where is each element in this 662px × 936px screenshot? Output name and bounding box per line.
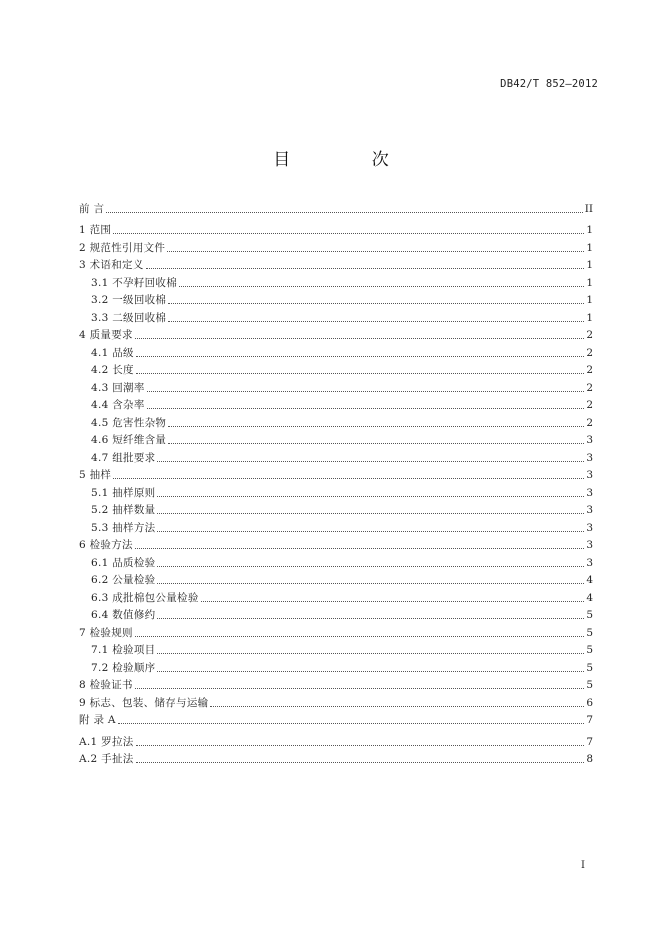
toc-entry[interactable] [79,465,593,483]
toc-entry-label: 4.6 短纤维含量 [91,434,167,446]
toc-dot-leader [179,286,584,287]
toc-dot-leader [157,583,584,584]
page-number: I [581,860,585,871]
toc-entry[interactable] [79,237,593,255]
toc-entry-page: 1 [586,311,593,324]
toc-entry[interactable] [79,482,593,500]
toc-entry[interactable] [79,692,593,710]
toc-dot-leader [157,461,584,462]
toc-dot-leader [157,566,584,567]
toc-entry-label: 附 录 A [79,714,116,726]
toc-dot-leader [157,671,584,672]
toc-entry[interactable] [79,605,593,623]
toc-entry[interactable] [79,517,593,535]
toc-entry[interactable] [79,500,593,518]
toc-entry[interactable] [79,412,593,430]
toc-entry[interactable] [79,377,593,395]
toc-entry[interactable] [79,731,593,749]
toc-dot-leader [113,478,584,479]
toc-entry-label: 6.4 数值修约 [91,609,156,621]
toc-entry-label: 4 质量要求 [79,329,133,341]
toc-entry-label: 4.7 组批要求 [91,451,156,464]
toc-dot-leader [136,762,585,763]
toc-entry[interactable] [79,657,593,675]
toc-dot-leader [157,496,584,497]
toc-entry-page: 4 [586,574,593,586]
toc-entry-label: 6.2 公量检验 [91,574,156,586]
toc-entry-page: 2 [586,416,593,429]
toc-entry-page: 3 [586,539,593,551]
toc-entry-label: A.2 手扯法 [79,753,134,765]
toc-entry-page: 7 [586,735,593,748]
toc-dot-leader [146,268,585,269]
toc-entry-page: 2 [586,399,593,411]
toc-dot-leader [157,513,584,514]
toc-dot-leader [136,745,585,746]
toc-entry[interactable] [79,360,593,378]
toc-entry[interactable] [79,447,593,465]
toc-entry[interactable] [79,675,593,693]
toc-entry-label: 6.3 成批棉包公量检验 [91,591,199,604]
toc-entry-label: 4.1 品级 [91,346,134,359]
toc-dot-leader [136,373,584,374]
toc-entry-page: 1 [586,276,593,289]
toc-entry-page: 3 [586,451,593,464]
toc-entry-page: 8 [586,753,593,765]
toc-entry-label: 3.3 二级回收棉 [91,311,167,324]
toc-dot-leader [210,706,584,707]
toc-entry-label: A.1 罗拉法 [79,735,134,748]
toc-entry-page: 4 [586,591,593,604]
toc-entry-page: 2 [586,346,593,359]
toc-entry-page: 5 [586,626,593,639]
toc-entry-page: 2 [586,381,593,394]
toc-entry[interactable] [79,710,593,728]
toc-entry-page: 2 [586,329,593,341]
toc-entry-label: 9 标志、包装、储存与运输 [79,696,209,709]
toc-entry[interactable] [79,395,593,413]
toc-entry-label: 7.2 检验顺序 [91,661,156,674]
toc-dot-leader [168,303,584,304]
toc-dot-leader [136,356,584,357]
toc-entry-label: 8 检验证书 [79,679,133,691]
toc-entry-label: 3 术语和定义 [79,259,144,271]
toc-dot-leader [135,688,584,689]
toc-entry[interactable] [79,587,593,605]
toc-dot-leader [168,443,584,444]
toc-dot-leader [167,251,584,252]
table-of-contents [79,198,593,766]
toc-entry-page: 1 [586,259,593,271]
toc-entry[interactable] [79,622,593,640]
toc-entry-label: 1 范围 [79,224,112,236]
toc-entry[interactable] [79,325,593,343]
toc-entry-label: 3.1 不孕籽回收棉 [91,276,178,289]
toc-entry-page: II [584,202,593,215]
toc-dot-leader [135,338,584,339]
toc-dot-leader [157,653,584,654]
toc-entry-label: 6.1 品质检验 [91,556,156,569]
toc-entry-label: 5.1 抽样原则 [91,486,156,499]
toc-entry-label: 7 检验规则 [79,626,133,639]
toc-entry-page: 6 [586,696,593,709]
toc-dot-leader [135,548,584,549]
toc-entry-page: 5 [586,644,593,656]
toc-entry-label: 6 检验方法 [79,539,133,551]
toc-entry[interactable] [79,272,593,290]
toc-entry-page: 2 [586,364,593,376]
toc-entry-label: 前 言 [79,202,105,215]
toc-entry[interactable] [79,290,593,308]
toc-entry-label: 7.1 检验项目 [91,644,156,656]
toc-entry-page: 5 [586,661,593,674]
toc-dot-leader [147,408,585,409]
toc-entry-page: 5 [586,679,593,691]
toc-entry-page: 3 [586,504,593,516]
toc-entry[interactable] [79,342,593,360]
toc-dot-leader [168,426,584,427]
toc-dot-leader [118,723,585,724]
toc-entry-page: 1 [586,241,593,254]
toc-entry-label: 5.2 抽样数量 [91,504,156,516]
toc-dot-leader [168,321,584,322]
toc-entry-label: 5.3 抽样方法 [91,521,156,534]
toc-dot-leader [157,618,584,619]
toc-dot-leader [157,531,584,532]
toc-dot-leader [135,636,584,637]
toc-dot-leader [113,233,584,234]
toc-entry-label: 5 抽样 [79,469,112,481]
toc-entry[interactable] [79,198,593,216]
toc-entry[interactable] [79,570,593,588]
toc-entry[interactable] [79,430,593,448]
toc-entry[interactable] [79,535,593,553]
toc-entry[interactable] [79,307,593,325]
toc-entry-label: 4.2 长度 [91,364,134,376]
page-title: 目 次 [273,150,427,170]
toc-entry-page: 3 [586,469,593,481]
toc-dot-leader [147,391,585,392]
toc-entry-label: 4.5 危害性杂物 [91,416,167,429]
toc-dot-leader [106,212,582,213]
toc-entry-label: 4.3 回潮率 [91,381,145,394]
toc-dot-leader [201,601,585,602]
toc-entry-label: 4.4 含杂率 [91,399,145,411]
toc-entry-page: 3 [586,556,593,569]
toc-entry-page: 3 [586,486,593,499]
toc-entry-page: 3 [586,434,593,446]
toc-entry-page: 5 [586,609,593,621]
toc-entry[interactable] [79,552,593,570]
document-code: DB42/T 852—2012 [500,78,598,90]
toc-entry-page: 7 [586,714,593,726]
toc-entry[interactable] [79,749,593,767]
toc-entry-page: 1 [586,294,593,306]
toc-entry[interactable] [79,255,593,273]
toc-entry-label: 3.2 一级回收棉 [91,294,167,306]
toc-entry-page: 3 [586,521,593,534]
toc-entry-page: 1 [586,224,593,236]
toc-entry[interactable] [79,640,593,658]
toc-entry[interactable] [79,220,593,238]
toc-entry-label: 2 规范性引用文件 [79,241,166,254]
